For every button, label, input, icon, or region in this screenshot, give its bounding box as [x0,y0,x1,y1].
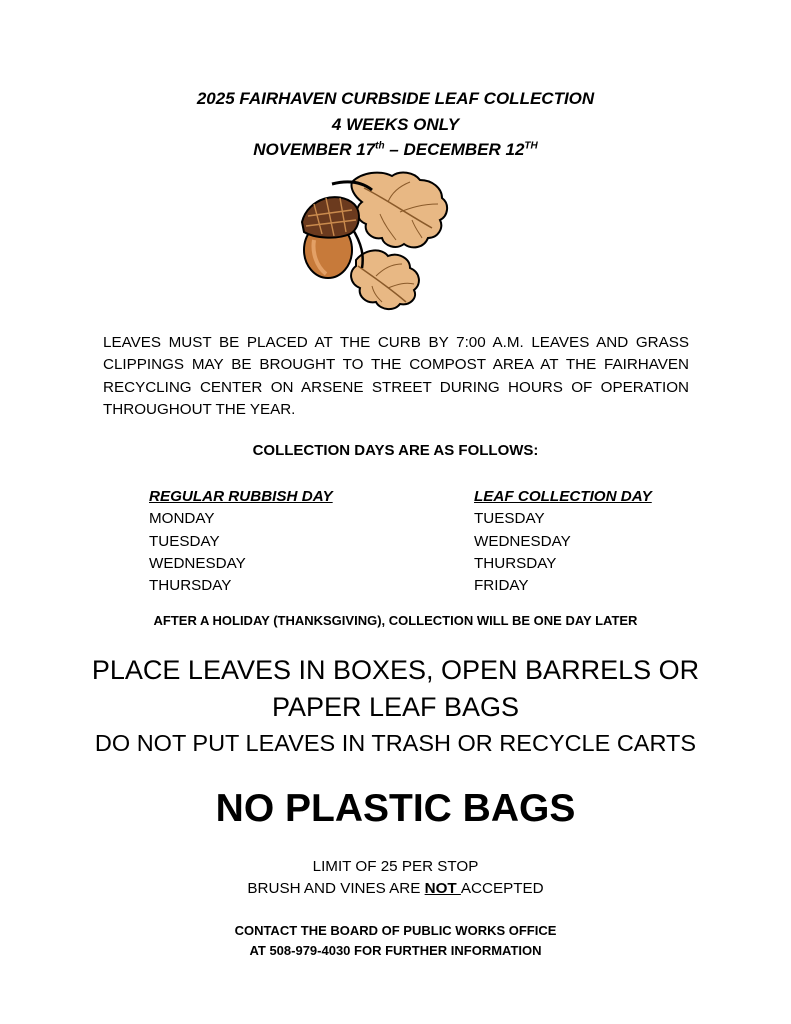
placement-instructions [0,652,791,726]
leaf-day: FRIDAY [474,577,529,595]
cart-warning: DO NOT PUT LEAVES IN TRASH OR RECYCLE CARTS [94,730,697,756]
rubbish-day: MONDAY [149,510,215,528]
no-plastic-warning: NO PLASTIC BAGS [215,787,576,830]
leaf-day: TUESDAY [474,510,545,528]
rubbish-day: TUESDAY [149,532,220,550]
stop-limit: LIMIT OF 25 PER STOP [312,858,479,875]
placement-line-2: PAPER LEAF BAGS [271,692,520,722]
contact-line-1: CONTACT THE BOARD OF PUBLIC WORKS OFFICE [234,923,557,938]
rubbish-day-column [149,486,333,597]
rubbish-day: WEDNESDAY [149,554,246,572]
brush-note-emphasis: NOT [424,880,461,897]
end-date: – DECEMBER 12 [384,140,525,159]
brush-note-start: BRUSH AND VINES ARE [247,880,425,897]
placement-line-1: PLACE LEAVES IN BOXES, OPEN BARRELS OR [91,655,700,685]
limits-section [0,856,791,900]
brush-note [0,878,791,900]
duration-note: 4 WEEKS ONLY [331,114,460,134]
flyer-header [0,86,791,163]
leaf-day-column [474,486,652,597]
flyer-title: 2025 FAIRHAVEN CURBSIDE LEAF COLLECTION [196,89,595,108]
brush-note-end: ACCEPTED [460,880,544,897]
intro-paragraph: LEAVES MUST BE PLACED AT THE CURB BY 7:00 A.M. LEAVES AND GRASS CLIPPINGS MAY BE BROUGHT TO THE COMPOST AREA AT THE FAIRHAVEN RECYCLING CENTER ON ARSENE STREET DURING HOURS OF OPERATION THROUGHOUT THE YEAR. [103,334,689,418]
start-date-suffix: th [375,140,385,152]
contact-info [0,921,791,961]
leaf-day: WEDNESDAY [474,532,571,550]
contact-line-2: AT 508-979-4030 FOR FURTHER INFORMATION [249,943,542,958]
schedule-heading: COLLECTION DAYS ARE AS FOLLOWS: [252,442,539,459]
start-date: NOVEMBER 17 [253,140,376,159]
acorn-oak-leaves-icon [292,168,454,312]
holiday-note: AFTER A HOLIDAY (THANKSGIVING), COLLECTION WILL BE ONE DAY LATER [153,613,638,628]
date-range [0,137,791,163]
end-date-suffix: TH [524,140,538,152]
leaf-day-header: LEAF COLLECTION DAY [474,488,652,505]
rubbish-day-header: REGULAR RUBBISH DAY [149,488,333,505]
rubbish-day: THURSDAY [149,577,232,595]
leaf-day: THURSDAY [474,554,557,572]
